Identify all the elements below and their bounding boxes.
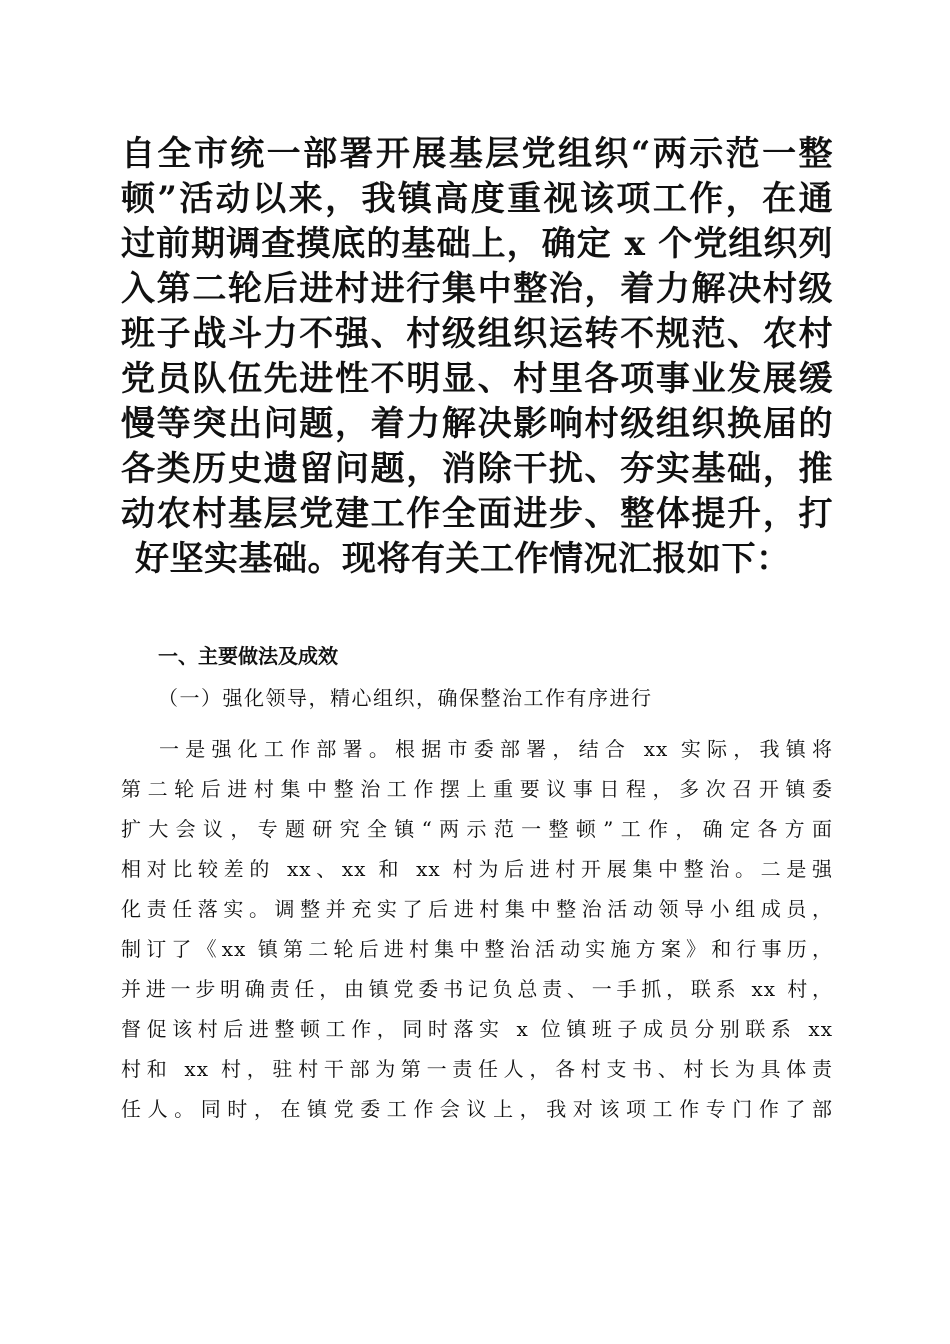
subsection-heading: （一）强化领导，精心组织，确保整治工作有序进行	[158, 686, 653, 710]
title-line: 自全市统一部署开展基层党组织“两示范一整	[121, 134, 833, 174]
title-line: 好坚实基础。现将有关工作情况汇报如下：	[135, 539, 791, 579]
title-paragraph	[121, 132, 833, 582]
body-line: 督促该村后进整顿工作，同时落实 x 位镇班子成员分别联系 xx	[121, 1017, 833, 1041]
title-line: 各类历史遗留问题，消除干扰、夯实基础，推	[121, 449, 833, 489]
body-line: 第二轮后进村集中整治工作摆上重要议事日程，多次召开镇委	[121, 777, 833, 801]
body-paragraph	[121, 729, 833, 1129]
body-line: 相对比较差的 xx、xx 和 xx 村为后进村开展集中整治。二是强	[121, 857, 833, 881]
body-line: 制订了《xx 镇第二轮后进村集中整治活动实施方案》和行事历，	[121, 937, 833, 961]
title-line: 党员队伍先进性不明显、村里各项事业发展缓	[121, 359, 833, 399]
body-line: 扩大会议，专题研究全镇“两示范一整顿”工作，确定各方面	[121, 817, 833, 841]
title-line: 过前期调查摸底的基础上，确定 x 个党组织列	[121, 224, 833, 264]
title-line: 入第二轮后进村进行集中整治，着力解决村级	[121, 269, 833, 309]
title-line: 班子战斗力不强、村级组织运转不规范、农村	[121, 314, 833, 354]
body-line: 村和 xx 村，驻村干部为第一责任人，各村支书、村长为具体责	[121, 1057, 833, 1081]
section-heading: 一、主要做法及成效	[158, 644, 338, 668]
body-line: 一是强化工作部署。根据市委部署，结合 xx 实际，我镇将	[159, 737, 833, 761]
body-line: 化责任落实。调整并充实了后进村集中整治活动领导小组成员，	[121, 897, 833, 921]
title-line: 动农村基层党建工作全面进步、整体提升，打	[121, 494, 833, 534]
title-line: 慢等突出问题，着力解决影响村级组织换届的	[121, 404, 833, 444]
title-line: 顿”活动以来，我镇高度重视该项工作，在通	[121, 179, 833, 219]
body-line: 并进一步明确责任，由镇党委书记负总责、一手抓，联系 xx 村，	[121, 977, 833, 1001]
body-line: 任人。同时，在镇党委工作会议上，我对该项工作专门作了部	[121, 1097, 833, 1121]
